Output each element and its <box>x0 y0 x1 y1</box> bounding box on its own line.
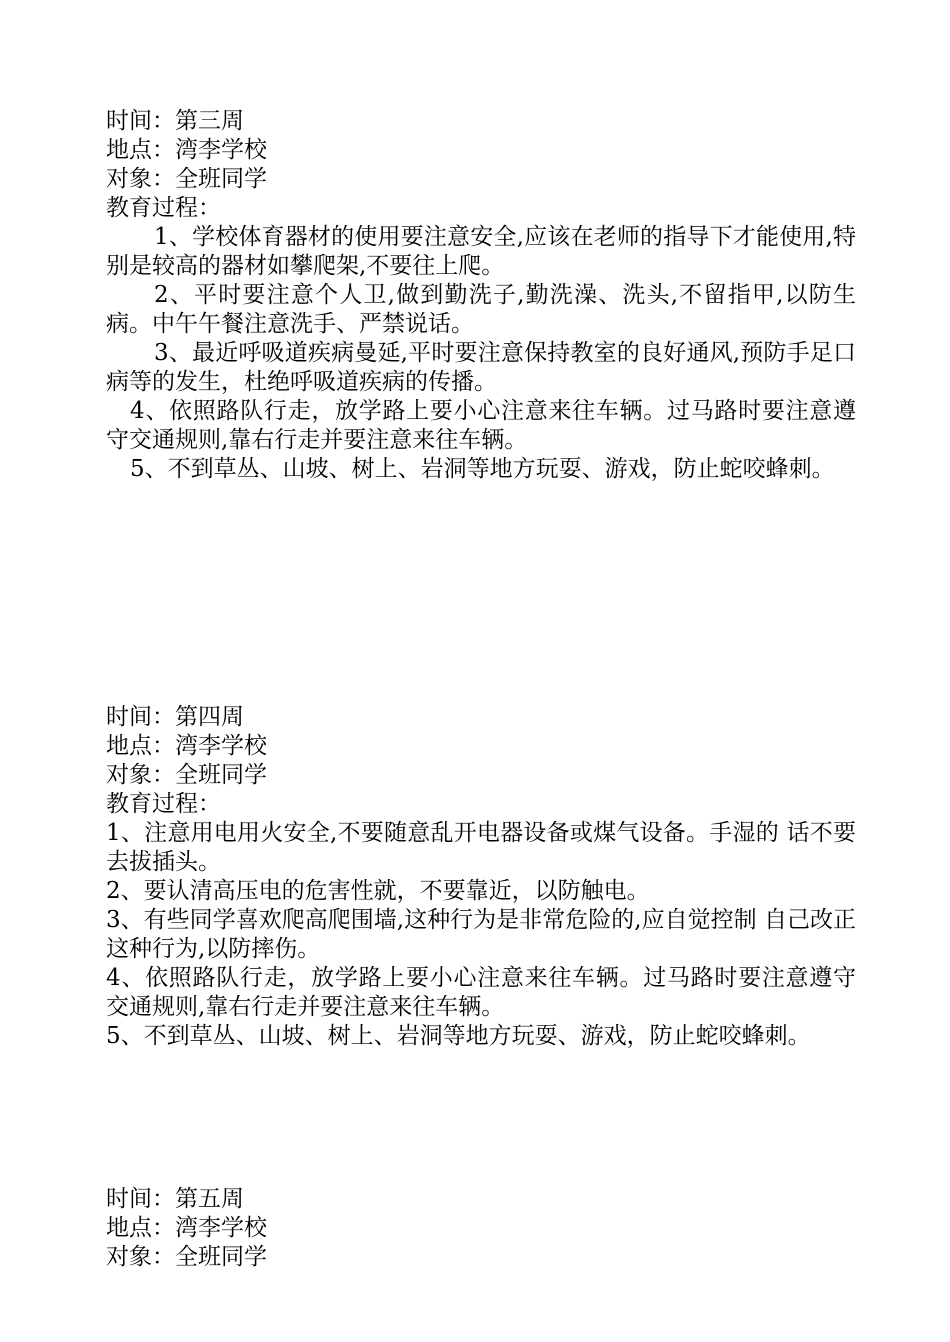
education-item-5: 5、不到草丛、山坡、树上、岩洞等地方玩耍、游戏，防止蛇咬蜂刺。 <box>106 1023 811 1049</box>
education-item-4: 4、依照路队行走，放学路上要小心注意来往车辆。过马路时要注意遵守交通规则,靠右行走并要注意来往车辆。 <box>106 398 856 453</box>
week-5-section <box>106 1185 856 1272</box>
process-label: 教育过程： <box>106 791 221 817</box>
time-line: 时间：第五周 <box>106 1186 244 1212</box>
week-3-section <box>106 107 856 484</box>
time-line: 时间：第四周 <box>106 704 244 730</box>
education-item-2: 2、要认清高压电的危害性就，不要靠近，以防触电。 <box>106 878 650 904</box>
place-line: 地点：湾李学校 <box>106 733 267 759</box>
time-line: 时间：第三周 <box>106 108 244 134</box>
week-4-section <box>106 703 856 1051</box>
education-item-2: 2、平时要注意个人卫,做到勤洗子,勤洗澡、洗头,不留指甲,以防生病。中午午餐注意洗手、严禁说话。 <box>106 282 856 337</box>
place-line: 地点：湾李学校 <box>106 137 267 163</box>
target-line: 对象：全班同学 <box>106 1244 267 1270</box>
education-item-4: 4、依照路队行走，放学路上要小心注意来往车辆。过马路时要注意遵守交通规则,靠右行走并要注意来往车辆。 <box>106 965 856 1020</box>
target-line: 对象：全班同学 <box>106 762 267 788</box>
process-label: 教育过程： <box>106 195 221 221</box>
education-item-3: 3、最近呼吸道疾病曼延,平时要注意保持教室的良好通风,预防手足口病等的发生，杜绝呼吸道疾病的传播。 <box>106 340 856 395</box>
education-item-5: 5、不到草丛、山坡、树上、岩洞等地方玩耍、游戏，防止蛇咬蜂刺。 <box>130 456 835 482</box>
education-item-1: 1、注意用电用火安全,不要随意乱开电器设备或煤气设备。手湿的 话不要去拔插头。 <box>106 820 856 875</box>
education-item-1: 1、学校体育器材的使用要注意安全,应该在老师的指导下才能使用,特别是较高的器材如攀爬架,不要往上爬。 <box>106 224 856 279</box>
place-line: 地点：湾李学校 <box>106 1215 267 1241</box>
target-line: 对象：全班同学 <box>106 166 267 192</box>
education-item-3: 3、有些同学喜欢爬高爬围墙,这种行为是非常危险的,应自觉控制 自己改正这种行为,以防摔伤。 <box>106 907 856 962</box>
